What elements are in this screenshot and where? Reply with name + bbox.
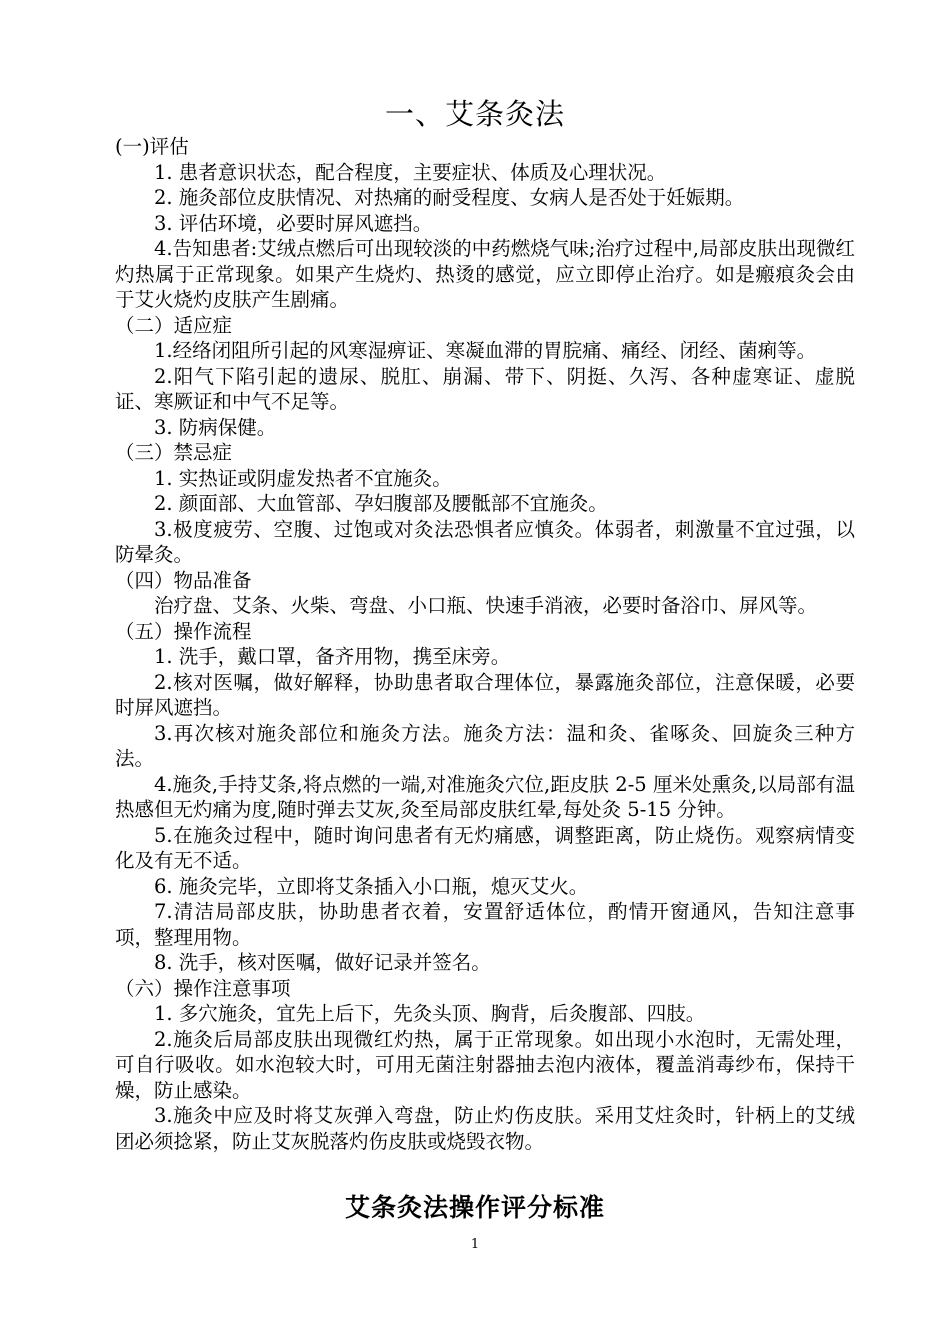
paragraph: 7.清洁局部皮肤，协助患者衣着，安置舒适体位，酌情开窗通风，告知注意事项，整理用物。	[115, 900, 855, 949]
paragraph: 1. 洗手，戴口罩，备齐用物，携至床旁。	[154, 645, 511, 668]
paragraph: 2. 施灸部位皮肤情况、对热痛的耐受程度、女病人是否处于妊娠期。	[154, 186, 745, 209]
paragraph: 3. 评估环境，必要时屏风遮挡。	[154, 211, 433, 235]
paragraph: 4.告知患者:艾绒点燃后可出现较淡的中药燃烧气味;治疗过程中,局部皮肤出现微红灼热属于正常现象。如果产生烧灼、热烫的感觉，应立即停止治疗。如是瘢痕灸会由于艾火烧灼皮肤产生剧痛。	[115, 237, 855, 311]
paragraph: 治疗盘、艾条、火柴、弯盘、小口瓶、快速手消液，必要时备浴巾、屏风等。	[154, 594, 818, 617]
paragraph: 3.极度疲劳、空腹、过饱或对灸法恐惧者应慎灸。体弱者，刺激量不宜过强，以防晕灸。	[115, 517, 855, 566]
paragraph: 1. 患者意识状态，配合程度，主要症状、体质及心理状况。	[154, 160, 667, 184]
document-body	[115, 134, 855, 1154]
paragraph: 1. 多穴施灸，宜先上后下，先灸头顶、胸背，后灸腹部、四肢。	[154, 1002, 706, 1025]
section-heading: （二）适应症	[115, 313, 233, 337]
paragraph: 6. 施灸完毕，立即将艾条插入小口瓶，熄灭艾火。	[154, 874, 589, 898]
paragraph: 4.施灸,手持艾条,将点燃的一端,对准施灸穴位,距皮肤 2-5 厘米处熏灸,以局部有温热感但无灼痛为度,随时弹去艾灰,灸至局部皮肤红晕,每处灸 5-15 分钟。	[115, 772, 855, 821]
paragraph: 2.核对医嘱，做好解释，协助患者取合理体位，暴露施灸部位，注意保暖，必要时屏风遮挡。	[115, 670, 855, 719]
paragraph: 8. 洗手，核对医嘱，做好记录并签名。	[154, 951, 491, 974]
paragraph: 2.阳气下陷引起的遗尿、脱肛、崩漏、带下、阴挺、久泻、各种虚寒证、虚脱证、寒厥证和中气不足等。	[115, 364, 855, 413]
paragraph: 1. 实热证或阴虚发热者不宜施灸。	[154, 466, 452, 490]
paragraph: 3.施灸中应及时将艾灰弹入弯盘，防止灼伤皮肤。采用艾炷灸时，针柄上的艾绒团必须捻紧，防止艾灰脱落灼伤皮肤或烧毁衣物。	[115, 1104, 855, 1153]
paragraph: 1.经络闭阻所引起的风寒湿痹证、寒凝血滞的胃脘痛、痛经、闭经、菌痢等。	[154, 339, 817, 362]
paragraph: 2. 颜面部、大血管部、孕妇腹部及腰骶部不宜施灸。	[154, 492, 608, 515]
section-heading: （五）操作流程	[115, 619, 252, 643]
page-number: 1	[470, 1237, 480, 1252]
section-heading: （六）操作注意事项	[115, 976, 291, 1000]
scoring-standard-title: 艾条灸法操作评分标准	[344, 1193, 605, 1222]
paragraph: 3.再次核对施灸部位和施灸方法。施灸方法：温和灸、雀啄灸、回旋灸三种方法。	[115, 721, 855, 770]
section-heading: (一)评估	[115, 135, 189, 158]
paragraph: 3. 防病保健。	[154, 415, 277, 439]
paragraph: 2.施灸后局部皮肤出现微红灼热，属于正常现象。如出现小水泡时，无需处理，可自行吸收。如水泡较大时，可用无菌注射器抽去泡内液体，覆盖消毒纱布，保持干燥，防止感染。	[115, 1027, 855, 1102]
section-heading: （三）禁忌症	[115, 441, 233, 464]
section-heading: （四）物品准备	[115, 568, 252, 592]
paragraph: 5.在施灸过程中，随时询问患者有无灼痛感，调整距离，防止烧伤。观察病情变化及有无不适。	[115, 823, 855, 872]
page-title: 一、艾条灸法	[384, 97, 565, 131]
